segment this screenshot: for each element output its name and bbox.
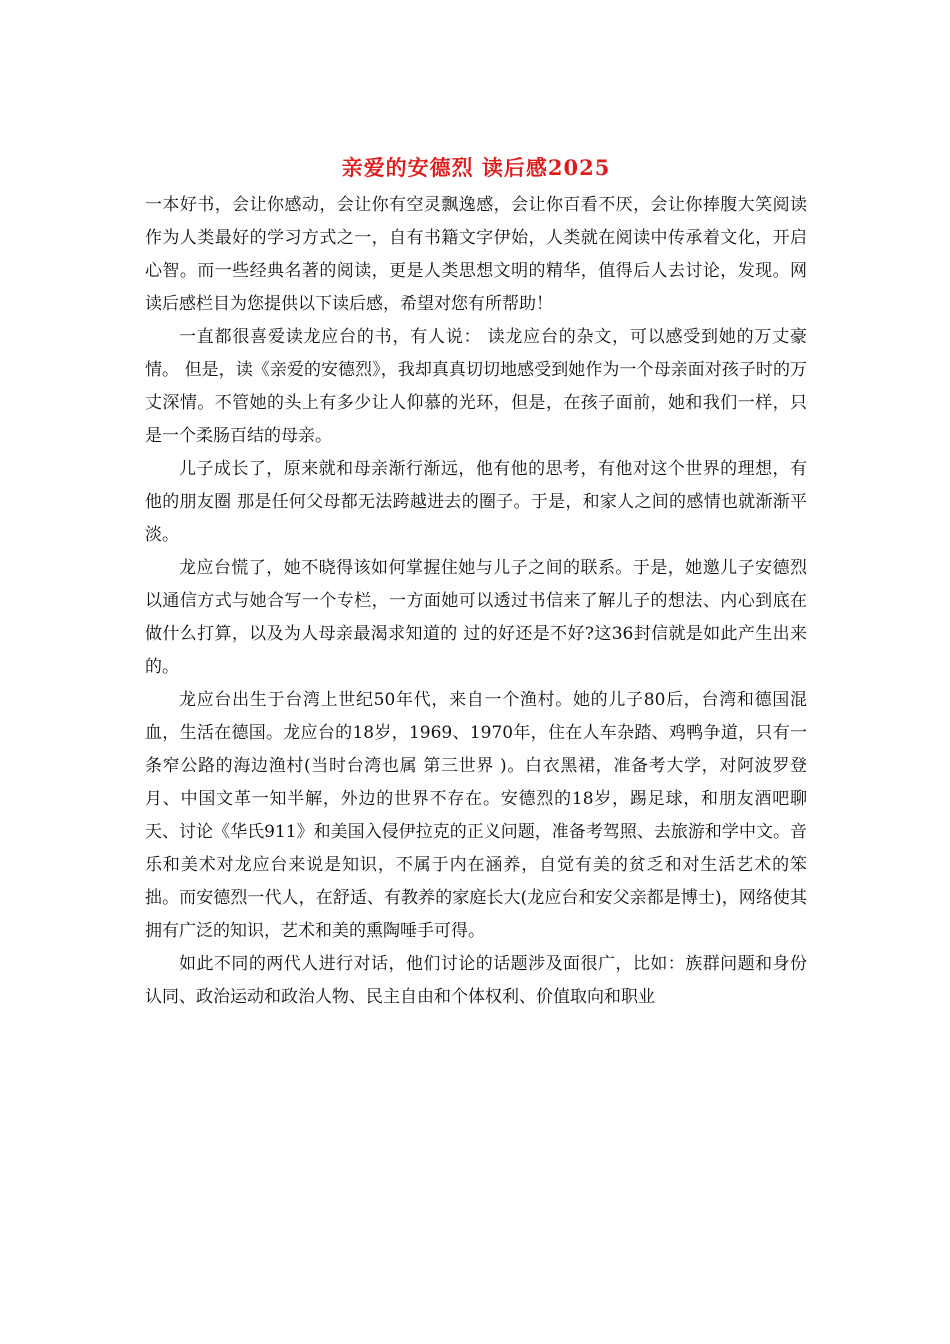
paragraph-3: 龙应台慌了，她不晓得该如何掌握住她与儿子之间的联系。于是，她邀儿子安德烈以通信方式与她合写一个专栏，一方面她可以透过书信来了解儿子的想法、内心到底在做什么打算，以及为人母亲最渴求知道的 过的好还是不好?这36封信就是如此产生出来的。: [145, 558, 807, 677]
paragraph-4: 龙应台出生于台湾上世纪50年代，来自一个渔村。她的儿子80后，台湾和德国混血，生活在德国。龙应台的18岁，1969、1970年，住在人车杂踏、鸡鸭争道，只有一条窄公路的海边渔村(当时台湾也属 第三世界 )。白衣黑裙，准备考大学，对阿波罗登月、中国文革一知半解，外边的世界不存在。安德烈的18岁，踢足球，和朋友酒吧聊天、讨论《华氏911》和美国入侵伊拉克的正义问题，准备考驾照、去旅游和学中文。音乐和美术对龙应台来说是知识，不属于内在涵养，自觉有美的贫乏和对生活艺术的笨拙。而安德烈一代人，在舒适、有教养的家庭长大(龙应台和安父亲都是博士)，网络使其拥有广泛的知识，艺术和美的熏陶唾手可得。: [145, 690, 807, 941]
document-title: 亲爱的安德烈 读后感2025: [341, 155, 611, 180]
paragraph-2: 儿子成长了，原来就和母亲渐行渐远，他有他的思考，有他对这个世界的理想，有他的朋友圈 那是任何父母都无法跨越进去的圈子。于是，和家人之间的感情也就渐渐平淡。: [145, 459, 807, 545]
paragraph-intro: 一本好书，会让你感动，会让你有空灵飘逸感，会让你百看不厌，会让你捧腹大笑阅读作为人类最好的学习方式之一，自有书籍文字伊始，人类就在阅读中传承着文化，开启心智。而一些经典名著的阅读，更是人类思想文明的精华，值得后人去讨论，发现。网读后感栏目为您提供以下读后感，希望对您有所帮助！: [145, 195, 807, 314]
paragraph-5: 如此不同的两代人进行对话，他们讨论的话题涉及面很广，比如：族群问题和身份认同、政治运动和政治人物、民主自由和个体权利、价值取向和职业: [145, 954, 807, 1007]
document-page: [145, 148, 807, 1014]
paragraph-1: 一直都很喜爱读龙应台的书，有人说： 读龙应台的杂文，可以感受到她的万丈豪情。 但是，读《亲爱的安德烈》，我却真真切切地感受到她作为一个母亲面对孩子时的万丈深情。不管她的头上有多少让人仰慕的光环，但是，在孩子面前，她和我们一样，只是一个柔肠百结的母亲。: [145, 327, 807, 446]
